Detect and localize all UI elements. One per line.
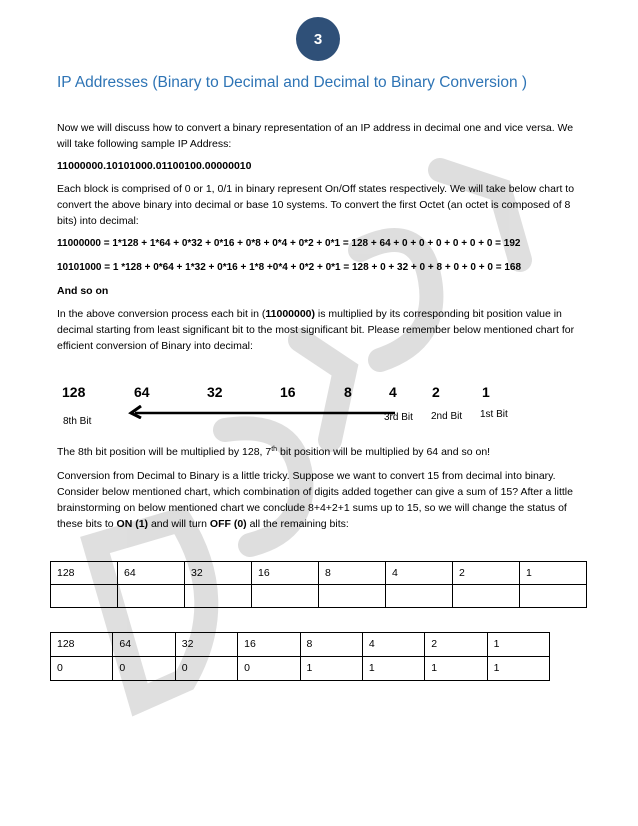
table-cell: 8 [319, 562, 386, 585]
decimal-to-binary-paragraph [57, 468, 587, 532]
table-cell [520, 585, 587, 608]
and-so-on: And so on [57, 285, 109, 297]
page-number-badge: 3 [296, 17, 340, 61]
sample-ip: 11000000.10101000.01100100.00000010 [57, 160, 252, 172]
table-cell: 16 [238, 633, 300, 657]
on-state-label: ON (1) [116, 518, 149, 530]
section-title: IP Addresses (Binary to Decimal and Decimal to Binary Conversion ) [57, 74, 528, 91]
decimal-text-end: all the remaining bits: [246, 518, 349, 530]
table-cell: 128 [51, 562, 118, 585]
multiply-text-2: bit position will be multiplied by 64 and so on! [277, 446, 491, 458]
left-arrow-icon [127, 405, 397, 419]
table-cell [185, 585, 252, 608]
table-row [51, 585, 587, 608]
decimal-text-mid: and will turn [148, 518, 210, 530]
table-row [51, 633, 550, 657]
bit-position-3rd: 3rd Bit [384, 412, 413, 423]
bit-table-filled [50, 632, 550, 681]
table-cell: 2 [425, 633, 487, 657]
equation-2: 10101000 = 1 *128 + 0*64 + 1*32 + 0*16 + 1*8 +0*4 + 0*2 + 0*1 = 128 + 0 + 32 + 0 + 8 + 0 + 0 + 0 = 168 [57, 262, 522, 273]
table-cell: 1 [487, 633, 549, 657]
table-cell: 64 [113, 633, 175, 657]
table-cell [386, 585, 453, 608]
decimal-text: Conversion from Decimal to Binary is a little tricky. Suppose we want to convert 15 from decimal into binary. Consider below mentioned chart, which combination of digits added together can give a sum of 15? After a little brainstorming on below mentioned chart we conclude 8+4+2+1 sums up to 15, so we will change the status of these bits to [57, 470, 573, 530]
table-cell: 1 [362, 657, 424, 681]
bit-table-empty [50, 561, 587, 608]
bit-value-64: 64 [134, 384, 150, 400]
table-cell [319, 585, 386, 608]
table-cell: 2 [453, 562, 520, 585]
bit-value-128: 128 [62, 384, 86, 400]
bit-value-16: 16 [280, 384, 296, 400]
table-cell: 0 [51, 657, 113, 681]
table-cell: 32 [185, 562, 252, 585]
equation-1: 11000000 = 1*128 + 1*64 + 0*32 + 0*16 + 0*8 + 0*4 + 0*2 + 0*1 = 128 + 64 + 0 + 0 + 0 + 0 + 0 + 0 = 192 [57, 238, 521, 249]
table-cell [118, 585, 185, 608]
table-cell: 16 [252, 562, 319, 585]
table-cell [453, 585, 520, 608]
table-row [51, 657, 550, 681]
bit-value-1: 1 [482, 384, 490, 400]
multiply-text-1: The 8th bit position will be multiplied by 128, 7 [57, 446, 272, 458]
off-state-label: OFF (0) [209, 518, 247, 530]
table-cell: 8 [300, 633, 362, 657]
bit-position-2nd: 2nd Bit [431, 411, 463, 422]
table-cell: 1 [425, 657, 487, 681]
bit-value-2: 2 [432, 384, 440, 400]
table-cell: 128 [51, 633, 113, 657]
bit-position-8th: 8th Bit [63, 416, 92, 427]
table-cell: 4 [362, 633, 424, 657]
conversion-paragraph [57, 306, 587, 354]
table-cell: 4 [386, 562, 453, 585]
table-cell: 1 [487, 657, 549, 681]
conversion-text-before: In the above conversion process each bit in ( [57, 308, 266, 320]
superscript-th: th [271, 446, 278, 453]
multiply-note [57, 444, 587, 460]
bit-value-32: 32 [207, 384, 223, 400]
bit-value-4: 4 [389, 384, 397, 400]
table-cell: 32 [175, 633, 237, 657]
bit-value-8: 8 [344, 384, 352, 400]
explanation-paragraph: Each block is comprised of 0 or 1, 0/1 in binary represent On/Off states respectively. We will take below chart to convert the above binary into decimal or base 10 systems. To convert the first Octet (an octet is composed of 8 bits) into decimal: [57, 183, 575, 227]
conversion-bold-octet: 11000000) [265, 308, 316, 320]
bit-position-1st: 1st Bit [480, 409, 508, 420]
intro-paragraph: Now we will discuss how to convert a binary representation of an IP address in decimal one and vice versa. We will take following sample IP Address: [57, 122, 574, 150]
table-cell: 0 [113, 657, 175, 681]
table-cell [51, 585, 118, 608]
table-row [51, 562, 587, 585]
conversion-text-after: is multiplied by its corresponding bit position value in decimal starting from least significant bit to the most significant bit. Please remember below mentioned chart for efficient conversion of Binary into decimal: [57, 308, 575, 352]
table-cell: 0 [175, 657, 237, 681]
table-cell: 1 [300, 657, 362, 681]
table-cell: 64 [118, 562, 185, 585]
table-cell: 0 [238, 657, 300, 681]
table-cell [252, 585, 319, 608]
bit-position-chart [57, 378, 527, 430]
table-cell: 1 [520, 562, 587, 585]
